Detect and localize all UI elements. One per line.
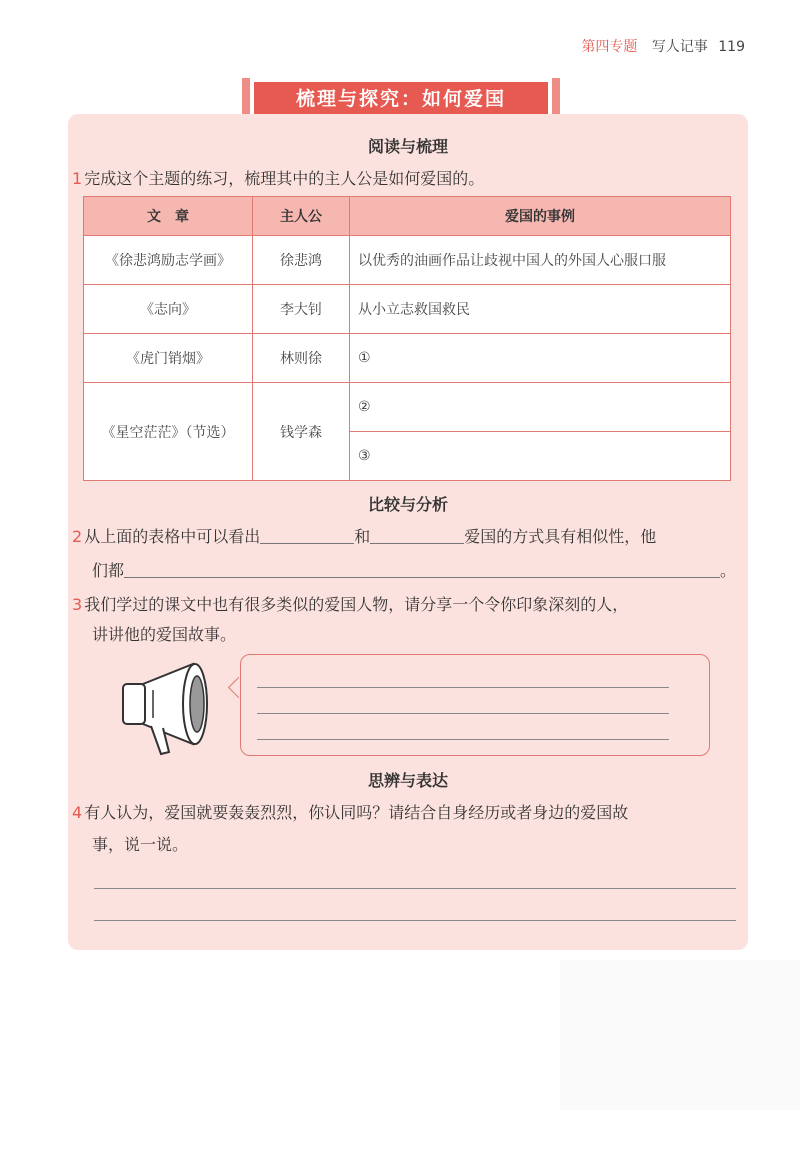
question-4	[72, 798, 628, 828]
answer-line[interactable]	[94, 888, 736, 889]
section-title-reading: 阅读与梳理	[367, 137, 448, 156]
page-header	[581, 36, 745, 56]
cell-person: 徐悲鸿	[253, 236, 350, 285]
question-text: 们都	[92, 561, 125, 580]
question-text: 爱国的方式具有相似性，他	[464, 527, 657, 546]
question-number: 1	[72, 169, 83, 188]
header-article: 文 章	[84, 197, 253, 236]
cell-article: 《志向》	[84, 285, 253, 334]
question-text: 。	[720, 561, 737, 580]
question-text: 完成这个主题的练习，梳理其中的主人公是如何爱国的。	[84, 169, 485, 188]
cell-example: 从小立志救国救民	[350, 285, 731, 334]
fill-blank-person-a[interactable]	[260, 525, 354, 544]
page-number: 119	[718, 39, 745, 55]
section-title-compare: 比较与分析	[367, 495, 448, 514]
question-2	[72, 522, 656, 552]
question-text: 有人认为，爱国就要轰轰烈烈，你认同吗？请结合自身经历或者身边的爱国故	[84, 803, 629, 822]
section-title-express: 思辨与表达	[367, 771, 448, 790]
megaphone-icon	[113, 654, 233, 759]
question-text: 从上面的表格中可以看出	[84, 527, 261, 546]
table-row	[84, 334, 731, 383]
header-person: 主人公	[253, 197, 350, 236]
table-row	[84, 285, 731, 334]
cell-article: 《星空茫茫》（节选）	[84, 383, 253, 481]
cell-person: 林则徐	[253, 334, 350, 383]
answer-line[interactable]	[257, 687, 669, 688]
question-number: 2	[72, 527, 83, 546]
table-row	[84, 236, 731, 285]
topic-label: 第四专题	[581, 39, 638, 55]
question-4-cont: 事，说一说。	[92, 835, 189, 854]
answer-line[interactable]	[257, 713, 669, 714]
question-2-cont	[92, 556, 736, 586]
question-text: 我们学过的课文中也有很多类似的爱国人物，请分享一个令你印象深刻的人，	[84, 595, 629, 614]
answer-blank-2[interactable]: ②	[350, 383, 731, 432]
cell-person: 李大钊	[253, 285, 350, 334]
cell-article: 《徐悲鸿励志学画》	[84, 236, 253, 285]
fill-blank-reason[interactable]	[124, 559, 720, 578]
fill-blank-person-b[interactable]	[370, 525, 464, 544]
unit-label: 写人记事	[651, 39, 708, 55]
answer-blank-1[interactable]: ①	[350, 334, 731, 383]
question-3-cont: 讲讲他的爱国故事。	[92, 625, 237, 644]
cell-person: 钱学森	[253, 383, 350, 481]
page-shadow	[560, 960, 800, 1110]
answer-blank-3[interactable]: ③	[350, 432, 731, 481]
speech-bubble	[240, 654, 710, 756]
table-row	[84, 383, 731, 432]
cell-article: 《虎门销烟》	[84, 334, 253, 383]
page-title: 梳理与探究：如何爱国	[254, 82, 548, 116]
exercise-panel	[68, 114, 748, 950]
summary-table	[83, 196, 731, 481]
table-header-row	[84, 197, 731, 236]
question-1	[72, 164, 484, 194]
answer-line[interactable]	[94, 920, 736, 921]
question-number: 3	[72, 595, 83, 614]
question-number: 4	[72, 803, 83, 822]
question-3	[72, 590, 628, 620]
cell-example: 以优秀的油画作品让歧视中国人的外国人心服口服	[350, 236, 731, 285]
header-example: 爱国的事例	[350, 197, 731, 236]
question-text: 和	[354, 527, 371, 546]
answer-line[interactable]	[257, 739, 669, 740]
